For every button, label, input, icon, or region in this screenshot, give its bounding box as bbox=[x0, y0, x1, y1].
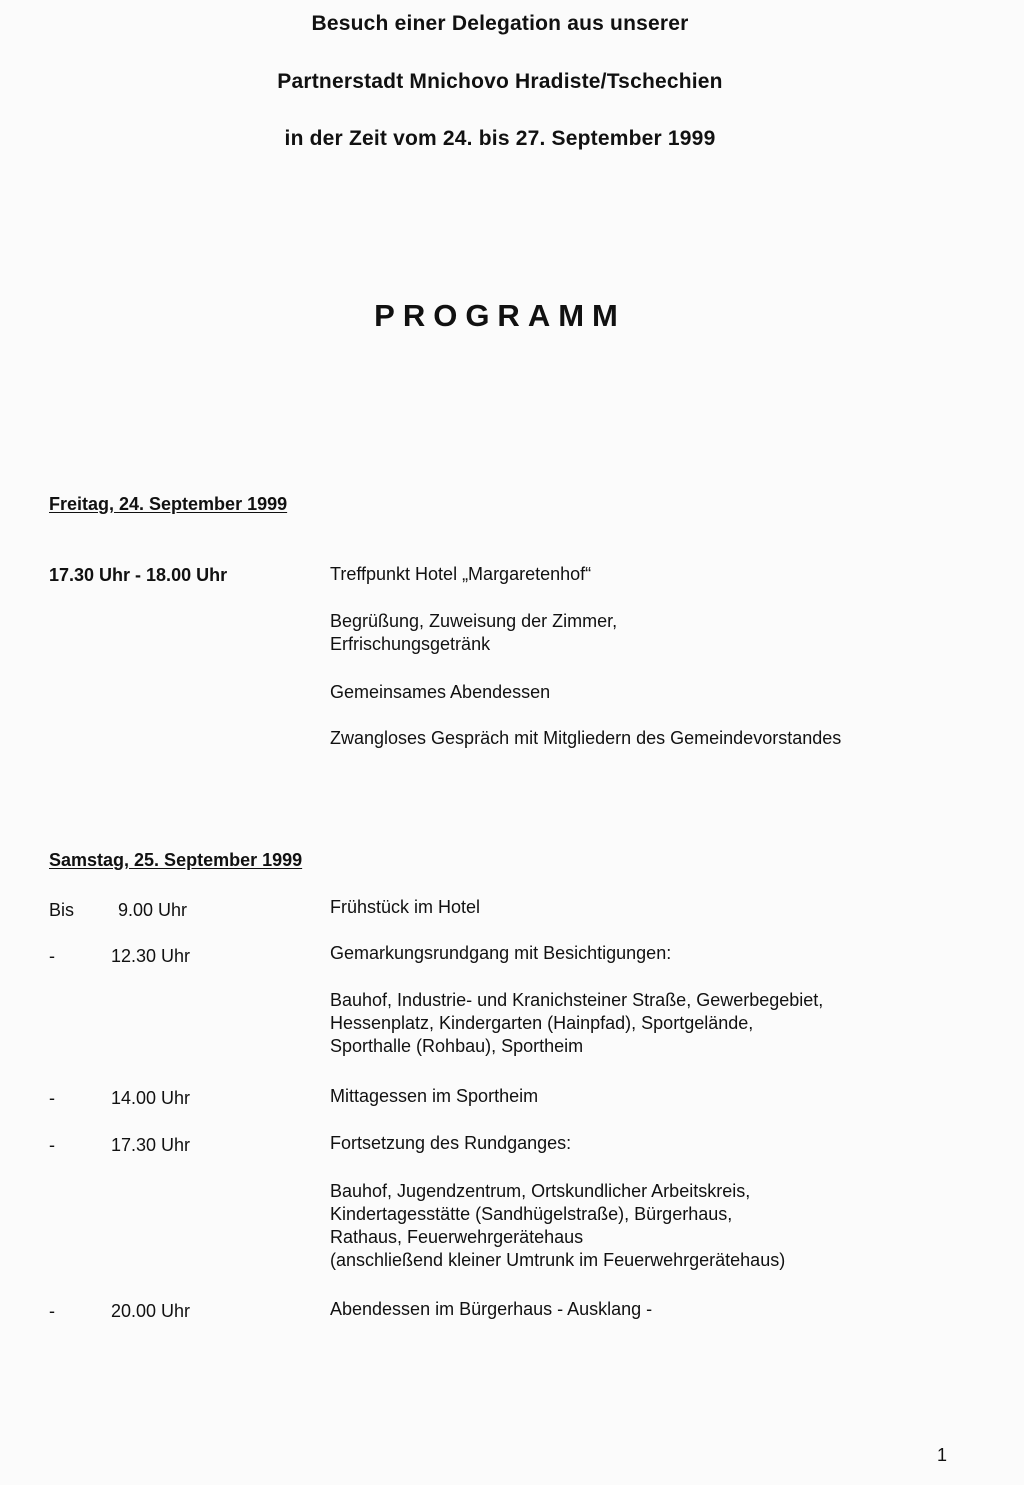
saturday-row-5-prefix: - bbox=[49, 1135, 55, 1155]
saturday-row-1-prefix: Bis bbox=[49, 900, 75, 920]
friday-item-welcome: Begrüßung, Zuweisung der Zimmer, Erfrischungsgetränk bbox=[330, 611, 618, 654]
friday-time: 17.30 Uhr - 18.00 Uhr bbox=[49, 565, 228, 585]
saturday-row-1-text: Frühstück im Hotel bbox=[330, 897, 481, 917]
saturday-row-7-time: 20.00 Uhr bbox=[111, 1301, 191, 1321]
friday-item-conversation: Zwangloses Gespräch mit Mitgliedern des Gemeindevorstandes bbox=[330, 728, 842, 748]
saturday-row-7-text: Abendessen im Bürgerhaus - Ausklang - bbox=[330, 1299, 653, 1319]
header-line-2: Partnerstadt Mnichovo Hradiste/Tschechien bbox=[277, 70, 723, 93]
saturday-heading: Samstag, 25. September 1999 bbox=[49, 850, 303, 870]
friday-item-dinner: Gemeinsames Abendessen bbox=[330, 682, 551, 702]
header-line-1: Besuch einer Delegation aus unserer bbox=[311, 12, 689, 35]
friday-item-meeting-point: Treffpunkt Hotel „Margaretenhof“ bbox=[330, 564, 592, 584]
saturday-row-5-text: Fortsetzung des Rundganges: bbox=[330, 1133, 572, 1153]
saturday-row-4-time: 14.00 Uhr bbox=[111, 1088, 191, 1108]
friday-heading: Freitag, 24. September 1999 bbox=[49, 494, 288, 514]
saturday-row-7-prefix: - bbox=[49, 1301, 55, 1321]
page-number: 1 bbox=[937, 1445, 948, 1465]
saturday-row-6-text: Bauhof, Jugendzentrum, Ortskundlicher Arbeitskreis, Kindertagesstätte (Sandhügelstraße), Bürgerhaus, Rathaus, Feuerwehrgerätehaus (anschließend kleiner Umtrunk im Feuerwehrgerätehaus) bbox=[330, 1181, 786, 1270]
saturday-row-2-time: 12.30 Uhr bbox=[111, 946, 191, 966]
saturday-row-3-text: Bauhof, Industrie- und Kranichsteiner Straße, Gewerbegebiet, Hessenplatz, Kindergarten (Hainpfad), Sportgelände, Sporthalle (Rohbau), Sportheim bbox=[330, 990, 824, 1056]
saturday-row-2-prefix: - bbox=[49, 946, 55, 966]
saturday-row-4-text: Mittagessen im Sportheim bbox=[330, 1086, 539, 1106]
header-line-3: in der Zeit vom 24. bis 27. September 1999 bbox=[284, 127, 716, 150]
programm-title: PROGRAMM bbox=[374, 298, 626, 333]
saturday-row-1-time: 9.00 Uhr bbox=[118, 900, 188, 920]
saturday-row-5-time: 17.30 Uhr bbox=[111, 1135, 191, 1155]
saturday-row-2-text: Gemarkungsrundgang mit Besichtigungen: bbox=[330, 943, 672, 963]
saturday-row-4-prefix: - bbox=[49, 1088, 55, 1108]
